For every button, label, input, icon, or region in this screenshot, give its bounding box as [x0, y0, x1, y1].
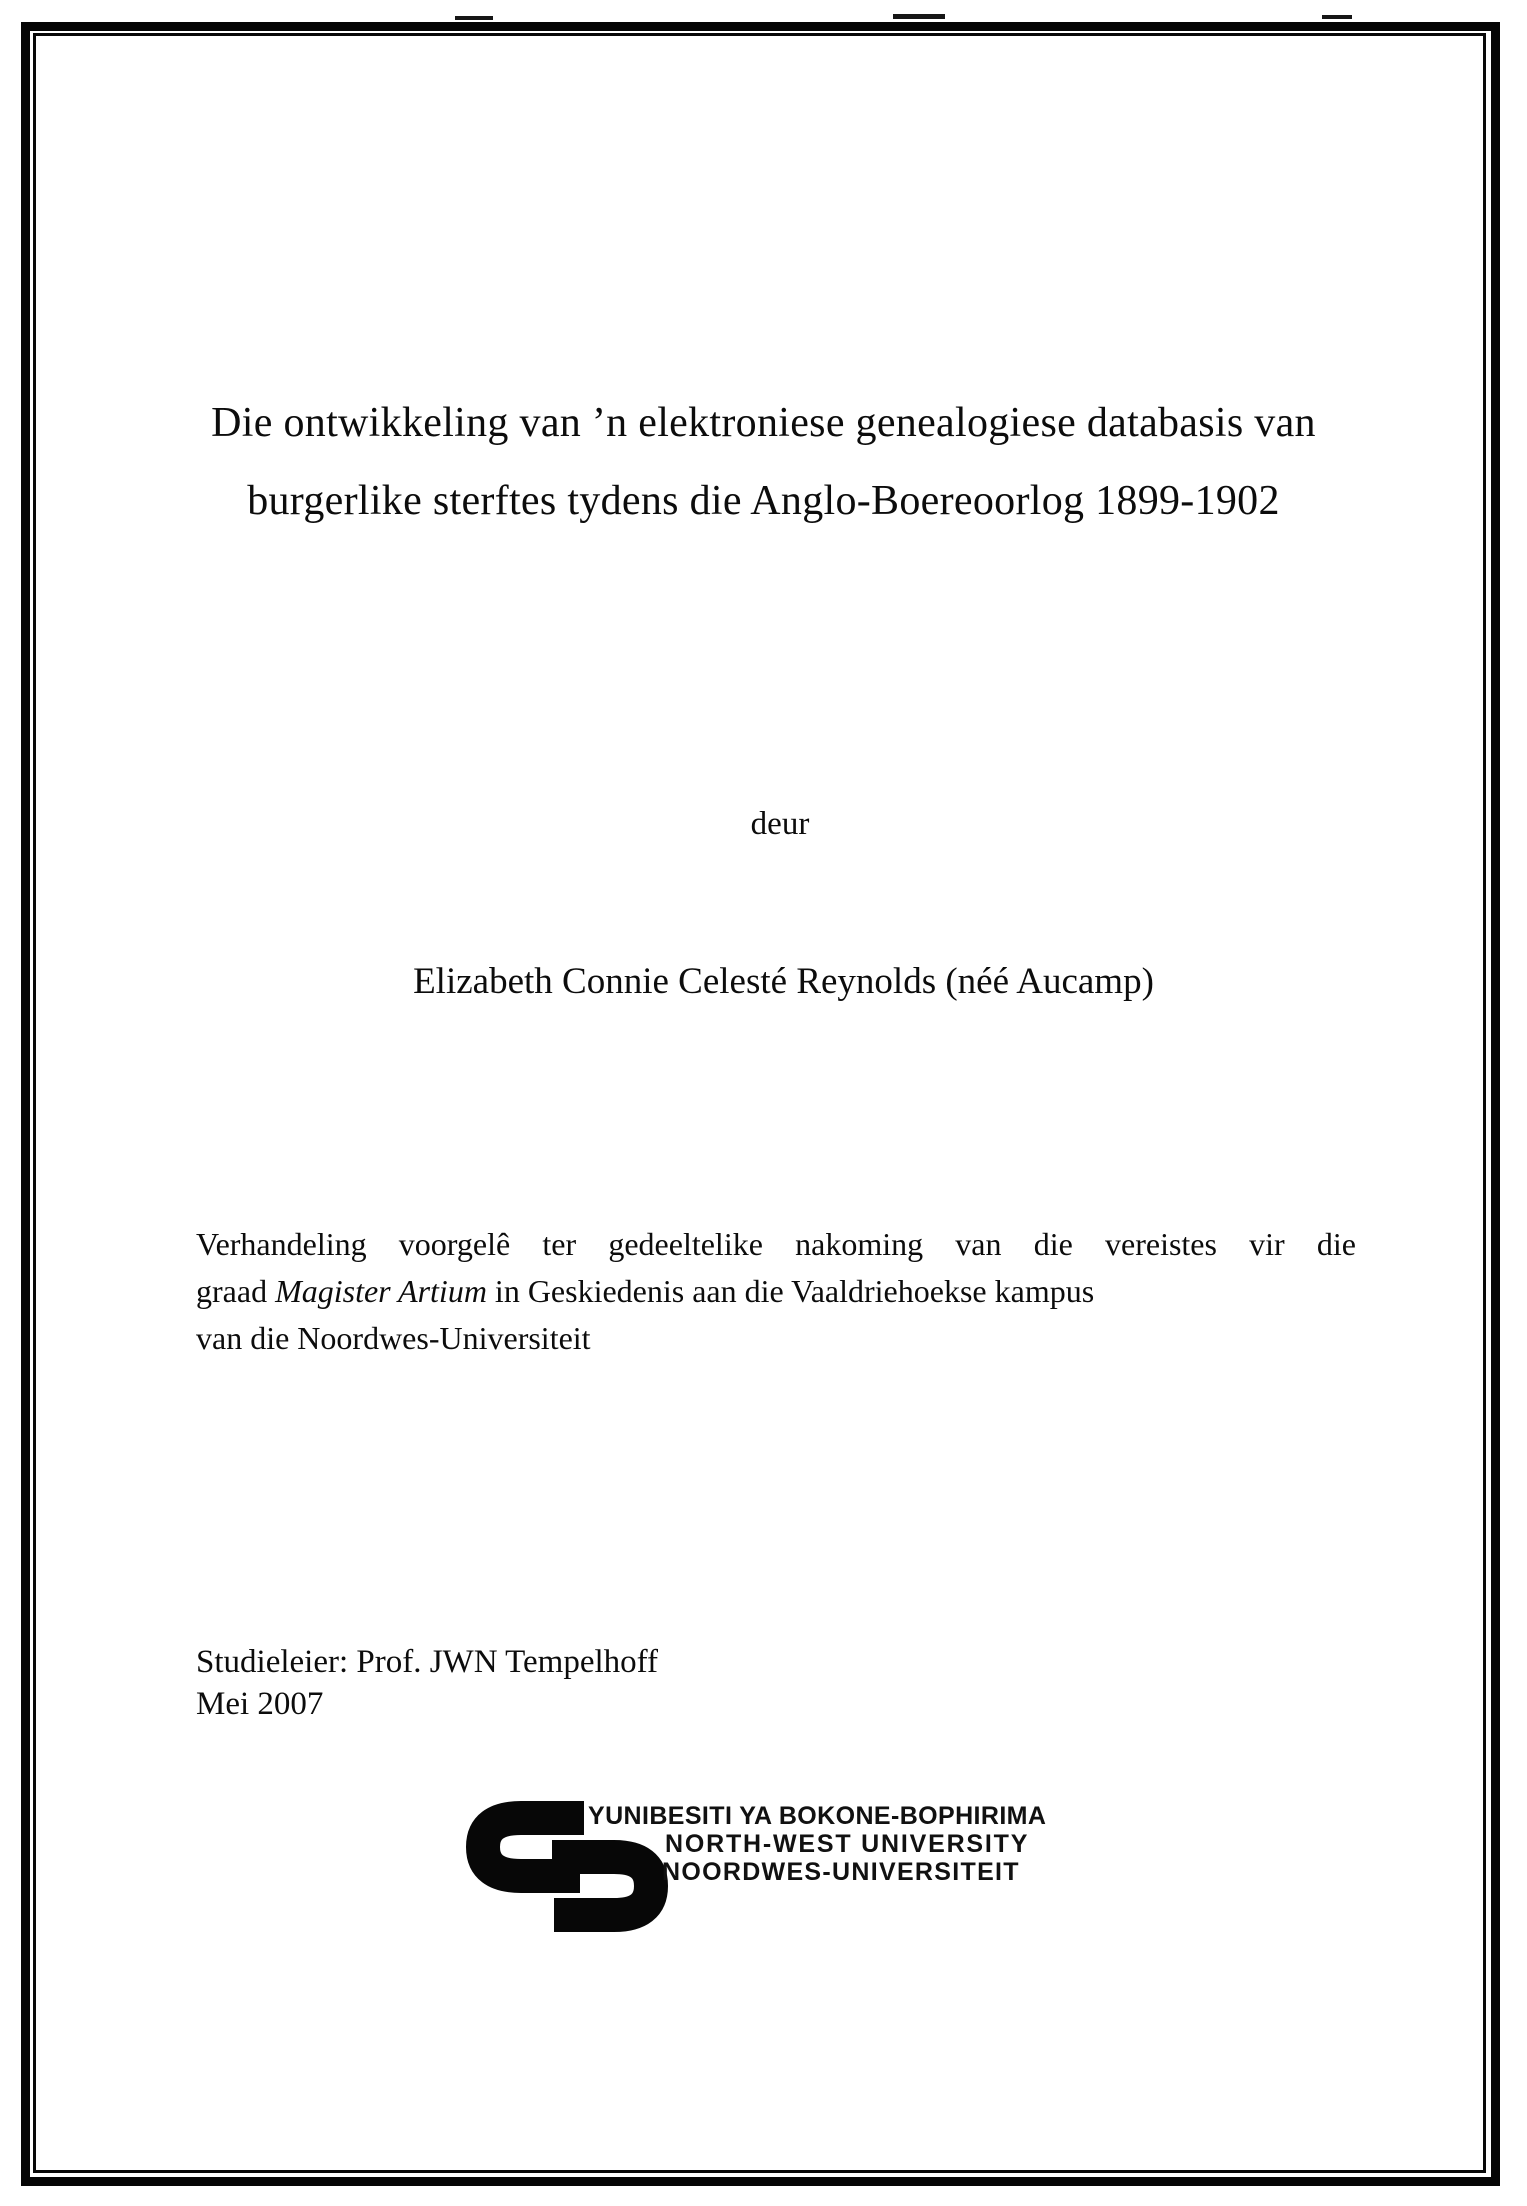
- scan-artifact: [1322, 15, 1352, 19]
- logo-line-afrikaans: NOORDWES-UNIVERSITEIT: [662, 1858, 1020, 1886]
- supervisor-block: [196, 1641, 658, 1725]
- logo-line-setswana: YUNIBESITI YA BOKONE-BOPHIRIMA: [588, 1802, 1047, 1830]
- degree-statement-line-2-post: in Geskiedenis aan die Vaaldriehoekse kampus: [486, 1273, 1095, 1309]
- degree-statement-line-2: [196, 1268, 1356, 1315]
- author-name: Elizabeth Connie Celesté Reynolds (néé Aucamp): [413, 961, 1154, 1002]
- degree-statement-line-1: Verhandeling voorgelê ter gedeeltelike nakoming van die vereistes vir die: [196, 1226, 1356, 1262]
- thesis-title: [110, 384, 1417, 540]
- university-logo: [466, 1799, 1106, 1939]
- university-logo-text: [588, 1802, 1046, 1886]
- supervisor-line: Studieleier: Prof. JWN Tempelhoff: [196, 1644, 659, 1680]
- thesis-title-line-1: Die ontwikkeling van ’n elektroniese genealogiese databasis van: [211, 400, 1316, 446]
- scan-artifact: [893, 14, 945, 19]
- scan-artifact: [455, 16, 493, 20]
- degree-name-italic: Magister Artium: [275, 1273, 487, 1309]
- logo-line-english: NORTH-WEST UNIVERSITY: [665, 1830, 1030, 1858]
- byline: deur: [750, 806, 810, 842]
- thesis-title-line-2: burgerlike sterftes tydens die Anglo-Boereoorlog 1899-1902: [247, 478, 1280, 524]
- degree-statement-line-3: van die Noordwes-Universiteit: [196, 1320, 591, 1356]
- degree-statement-line-2-pre: graad: [196, 1273, 276, 1309]
- date-line: Mei 2007: [196, 1686, 324, 1722]
- degree-statement: [196, 1221, 1356, 1362]
